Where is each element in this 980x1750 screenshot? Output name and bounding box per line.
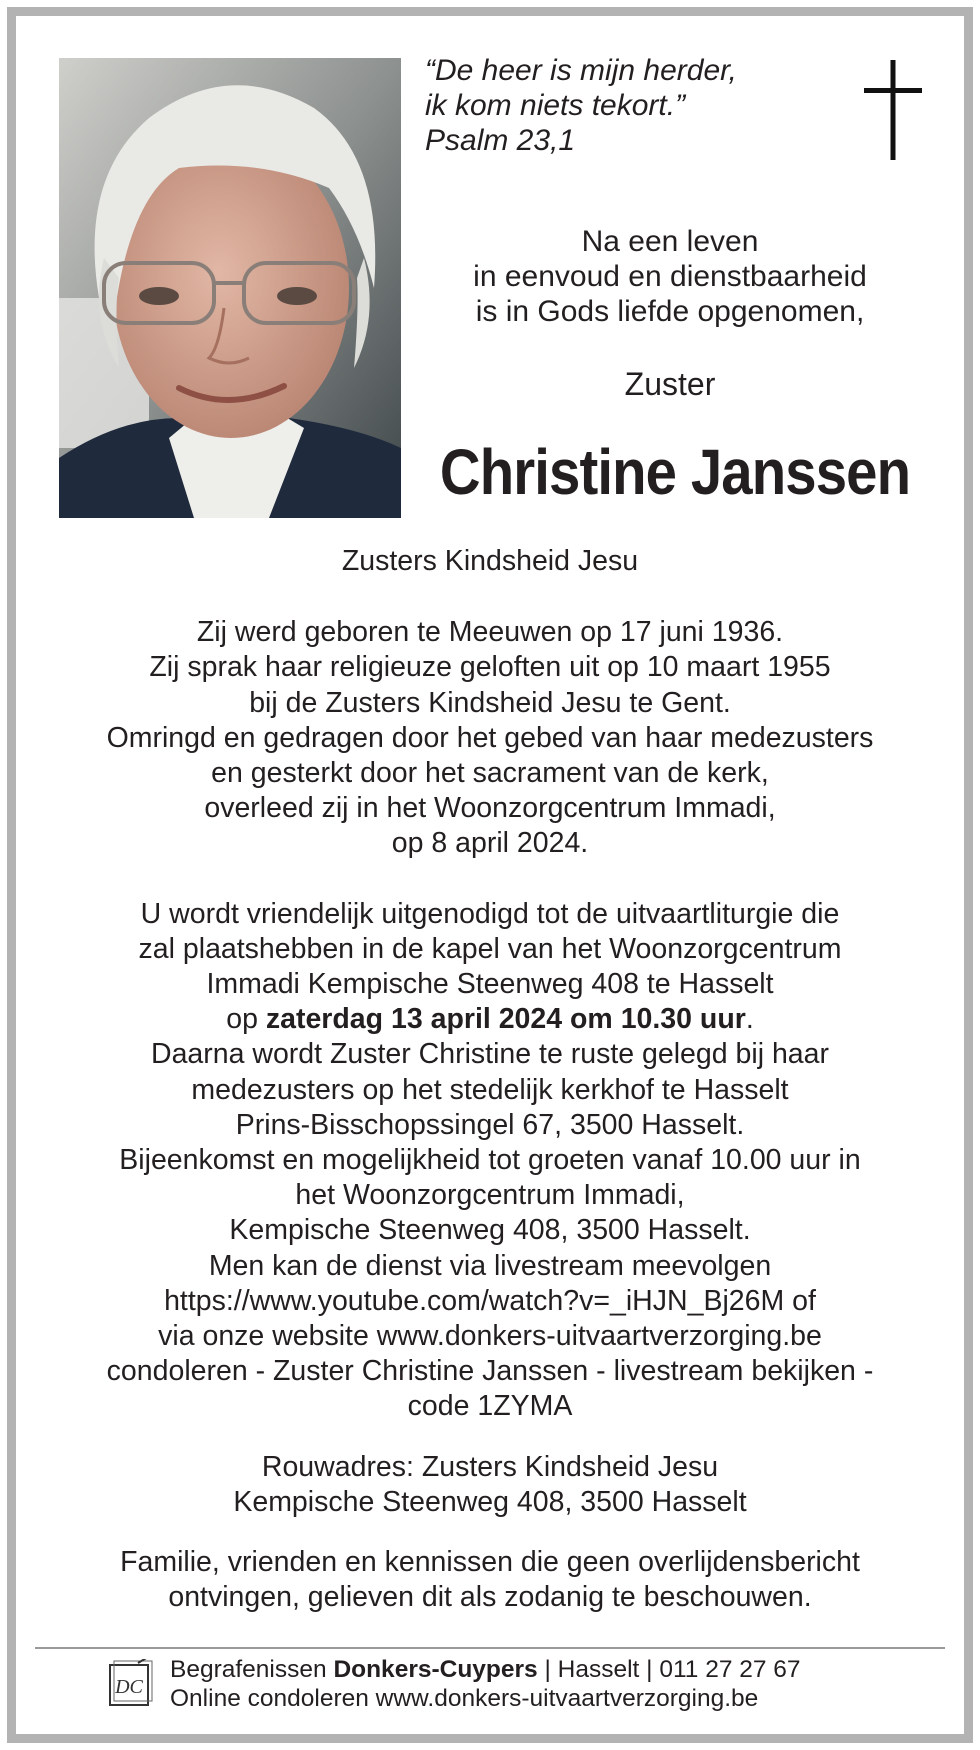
biography-line: en gesterkt door het sacrament van de kerk, (211, 757, 769, 790)
biography-line: Zij werd geboren te Meeuwen op 17 juni 1936. (196, 616, 784, 649)
funeral-line: Daarna wordt Zuster Christine te ruste gelegd bij haar (150, 1038, 829, 1071)
funeral-line: U wordt vriendelijk uitgenodigd tot de uitvaartliturgie die (140, 897, 840, 930)
portrait-photo (59, 58, 401, 518)
cross-icon (864, 60, 922, 160)
biography-line: overleed zij in het Woonzorgcentrum Immadi, (204, 792, 776, 825)
funeral-line: Prins-Bisschopssingel 67, 3500 Hasselt. (235, 1108, 745, 1141)
deceased-name: Christine Janssen (439, 436, 911, 508)
mourning-address (40, 1450, 940, 1520)
intro-line: is in Gods liefde opgenomen, (475, 295, 865, 328)
logo-text: DC (115, 1676, 143, 1698)
biography-line: Zij sprak haar religieuze geloften uit op 10 maart 1955 (149, 651, 831, 684)
funeral-line: het Woonzorgcentrum Immadi, (295, 1179, 685, 1212)
intro-line: Na een leven (581, 225, 759, 258)
biography-line: bij de Zusters Kindsheid Jesu te Gent. (249, 686, 731, 719)
footer-line-1 (170, 1655, 801, 1684)
funeral-home-name: Donkers-Cuypers (333, 1656, 538, 1683)
funeral-line: medezusters op het stedelijk kerkhof te Hasselt (191, 1073, 789, 1106)
notice-line: ontvingen, gelieven dit als zodanig te beschouwen. (168, 1581, 812, 1614)
title-zuster: Zuster (624, 366, 716, 402)
intro-text (420, 224, 920, 329)
funeral-line: Kempische Steenweg 408, 3500 Hasselt. (229, 1214, 751, 1247)
website-line: via onze website www.donkers-uitvaartverzorging.be (158, 1320, 822, 1353)
obituary-body (40, 544, 940, 1615)
biography-line: op 8 april 2024. (391, 827, 589, 860)
funeral-line: zal plaatshebben in de kapel van het Woonzorgcentrum (138, 932, 842, 965)
address-line: Rouwadres: Zusters Kindsheid Jesu (261, 1450, 719, 1483)
footer-contact: | Hasselt | 011 27 27 67 (537, 1656, 801, 1683)
funeral-line: Men kan de dienst via livestream meevolgen (208, 1249, 772, 1282)
quote-line: Psalm 23,1 (425, 124, 576, 157)
funeral-date-prefix: op (226, 1003, 266, 1036)
funeral-date-suffix: . (745, 1003, 754, 1036)
address-line: Kempische Steenweg 408, 3500 Hasselt (233, 1485, 747, 1518)
footer (170, 1655, 801, 1713)
quote-line: “De heer is mijn herder, (425, 54, 737, 87)
biography (40, 615, 940, 861)
funeral-line: Bijeenkomst en mogelijkheid tot groeten vanaf 10.00 uur in (119, 1144, 861, 1177)
psalm-quote (425, 53, 737, 158)
funeral-line: condoleren - Zuster Christine Janssen - livestream bekijken - (106, 1355, 874, 1388)
footer-line-2: Online condoleren www.donkers-uitvaartverzorging.be (170, 1685, 759, 1712)
funeral-home-logo (108, 1659, 154, 1709)
notice (40, 1545, 940, 1615)
funeral-date: zaterdag 13 april 2024 om 10.30 uur (265, 1003, 746, 1036)
quote-line: ik kom niets tekort.” (425, 89, 686, 122)
funeral-line: Immadi Kempische Steenweg 408 te Hasselt (206, 968, 774, 1001)
footer-divider (35, 1647, 945, 1649)
biography-line: Omringd en gedragen door het gebed van haar medezusters (106, 721, 874, 754)
livestream-code: code 1ZYMA (407, 1390, 573, 1423)
livestream-url: https://www.youtube.com/watch?v=_iHJN_Bj26M of (164, 1284, 816, 1317)
congregation: Zusters Kindsheid Jesu (341, 545, 639, 577)
notice-line: Familie, vrienden en kennissen die geen overlijdensbericht (120, 1546, 860, 1579)
intro-line: in eenvoud en dienstbaarheid (473, 260, 867, 293)
footer-prefix: Begrafenissen (170, 1656, 334, 1683)
funeral-details (40, 897, 940, 1425)
funeral-date-line (40, 1002, 940, 1037)
